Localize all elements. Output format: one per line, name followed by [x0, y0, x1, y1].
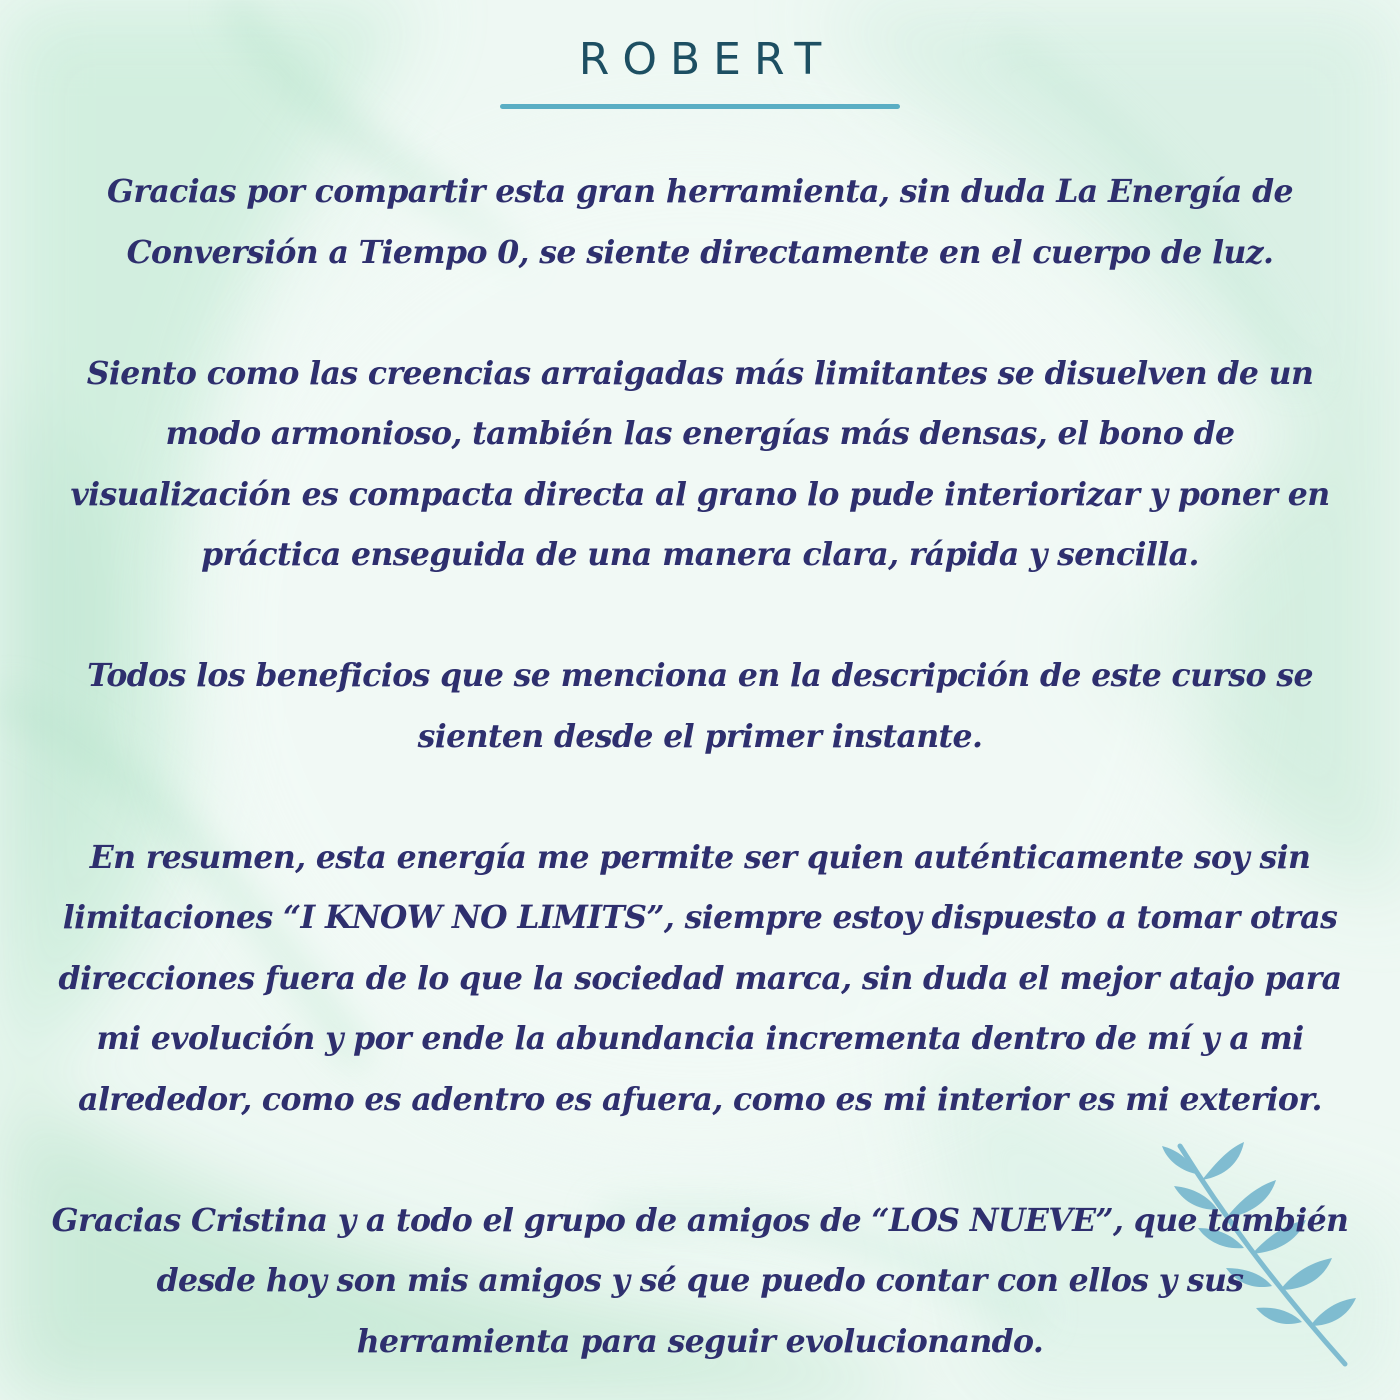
text-line: Gracias por compartir esta gran herramienta, sin duda La Energía de — [107, 173, 1293, 210]
testimonial-body — [40, 162, 1360, 1372]
text-line: práctica enseguida de una manera clara, rápida y sencilla. — [201, 536, 1199, 573]
text-line: alrededor, como es adentro es afuera, como es mi interior es mi exterior. — [78, 1080, 1322, 1118]
paragraph-summary — [40, 828, 1360, 1131]
paragraph-gratitude — [40, 162, 1360, 283]
text-line: desde hoy son mis amigos y sé que puedo contar con ellos y sus — [156, 1262, 1244, 1299]
text-line: Gracias Cristina y a todo el grupo de amigos de “LOS NUEVE”, que también — [51, 1201, 1349, 1239]
text-line: Todos los beneficios que se menciona en la descripción de este curso se — [87, 657, 1313, 694]
title-divider — [500, 104, 900, 109]
page-title: ROBERT — [578, 34, 835, 85]
paragraph-benefits — [40, 646, 1360, 767]
paragraph-thanks — [40, 1191, 1360, 1373]
text-line: modo armonioso, también las energías más densas, el bono de — [165, 415, 1235, 452]
text-line: sienten desde el primer instante. — [417, 717, 983, 755]
text-line: direcciones fuera de lo que la sociedad marca, sin duda el mejor atajo para — [58, 959, 1342, 997]
text-line: mi evolución y por ende la abundancia incrementa dentro de mí y a mi — [96, 1020, 1304, 1057]
text-line: En resumen, esta energía me permite ser quien auténticamente soy sin — [89, 838, 1311, 876]
text-line: Conversión a Tiempo 0, se siente directamente en el cuerpo de luz. — [126, 233, 1274, 271]
paragraph-beliefs — [40, 344, 1360, 586]
text-line: herramienta para seguir evolucionando. — [356, 1322, 1044, 1360]
text-line: Siento como las creencias arraigadas más limitantes se disuelven de un — [86, 354, 1314, 392]
text-line: limitaciones “I KNOW NO LIMITS”, siempre estoy dispuesto a tomar otras — [62, 899, 1338, 936]
text-line: visualización es compacta directa al grano lo pude interiorizar y poner en — [70, 475, 1330, 513]
